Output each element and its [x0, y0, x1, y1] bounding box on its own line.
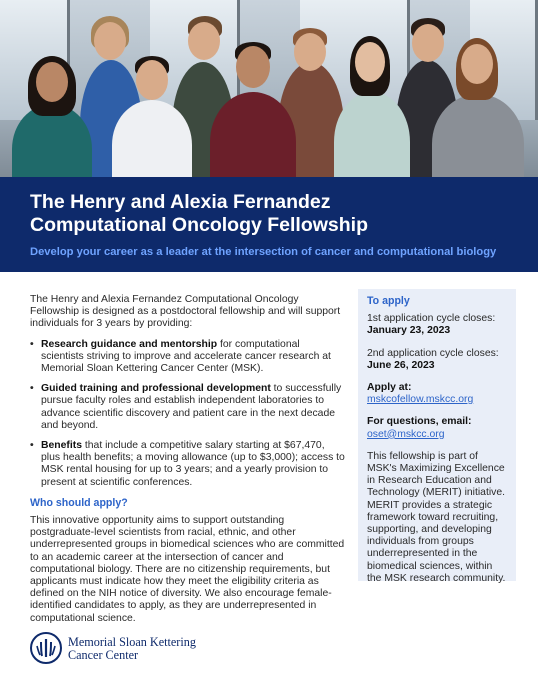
apply-block: [367, 382, 507, 406]
page-title: [30, 191, 508, 237]
to-apply-heading: To apply: [367, 295, 410, 307]
bullet-bold: Benefits: [41, 440, 82, 452]
cycle-2-date: June 26, 2023: [367, 359, 435, 371]
questions-email-link[interactable]: oset@mskcc.org: [367, 428, 445, 440]
person-head: [36, 62, 68, 102]
who-should-apply-heading: Who should apply?: [30, 496, 128, 509]
list-item: [30, 440, 345, 489]
cycle-1-label: 1st application cycle closes:: [367, 313, 496, 325]
page-subtitle: Develop your career as a leader at the intersection of cancer and computational biology: [30, 246, 497, 258]
person-head: [461, 44, 493, 84]
cycle-1-block: [367, 313, 507, 337]
msk-logo-icon: [30, 632, 62, 664]
person-head: [236, 46, 270, 88]
logo-line-2: Cancer Center: [68, 648, 139, 662]
merit-text: This fellowship is part of MSK's Maximizing Excellence in Research Education and Technology (MERIT) initiative. MERIT provides a strategic framework toward recruiting, supporting, and developing individuals from groups underrepresented in the biomedical sciences, within the MSK research community.: [367, 450, 506, 584]
questions-block: [367, 416, 507, 440]
person-head: [355, 42, 385, 82]
bullet-text: for computational scientists striving to improve and accelerate cancer research at Memorial Sloan Kettering Cancer Center (MSK).: [41, 338, 331, 375]
person-head: [136, 60, 168, 100]
title-banner: [0, 177, 538, 272]
bullet-bold: Research guidance and mentorship: [41, 338, 218, 350]
person-head: [188, 22, 220, 60]
bullet-bold: Guided training and professional development: [41, 383, 271, 395]
benefits-list: [30, 339, 345, 489]
cycle-2-block: [367, 348, 507, 372]
list-item: [30, 339, 345, 376]
questions-label: For questions, email:: [367, 416, 472, 428]
bullet-icon: •: [30, 338, 34, 350]
bullet-text: that include a competitive salary starting at $67,470, plus health benefits; a moving allowance (up to $3,000); access to MSK rental housing for up to 3 years; and a yearly provision to present at scientific conferences.: [41, 440, 345, 488]
list-item: [30, 383, 345, 432]
title-line-1: The Henry and Alexia Fernandez: [30, 191, 331, 213]
person-head: [294, 33, 326, 71]
person-head: [94, 22, 126, 60]
apply-sidebar: [358, 289, 516, 584]
title-line-2: Computational Oncology Fellowship: [30, 214, 369, 236]
main-content: [30, 294, 345, 633]
bullet-icon: •: [30, 440, 34, 452]
bullet-text: to successfully pursue faculty roles and establish independent laboratories to advance scientific discovery and patient care in the next decade and beyond.: [41, 383, 342, 431]
intro-paragraph: The Henry and Alexia Fernandez Computational Oncology Fellowship is designed as a postdoctoral fellowship and will support individuals for 3 years by providing:: [30, 294, 341, 330]
bullet-icon: •: [30, 383, 34, 395]
person-head: [412, 24, 444, 62]
who-should-apply-text: This innovative opportunity aims to support outstanding postgraduate-level scientists from racial, ethnic, and other underrepresented groups in biomedical sciences who are committed to an academic career at the intersection of cancer and computational biology. There are no citizenship requirements, but applicants must indicate how they meet the eligibility criteria as defined on the NIH notice of diversity. We also encourage female-identified candidates to apply, as they are underrepresented in computational science.: [30, 515, 345, 624]
cycle-2-label: 2nd application cycle closes:: [367, 347, 499, 359]
msk-logo: [30, 632, 230, 668]
msk-logo-text: [68, 636, 196, 662]
apply-label: Apply at:: [367, 382, 412, 394]
cycle-1-date: January 23, 2023: [367, 325, 451, 337]
apply-link[interactable]: mskcofellow.mskcc.org: [367, 394, 474, 406]
logo-line-1: Memorial Sloan Kettering: [68, 635, 196, 649]
group-photo: [0, 0, 538, 177]
